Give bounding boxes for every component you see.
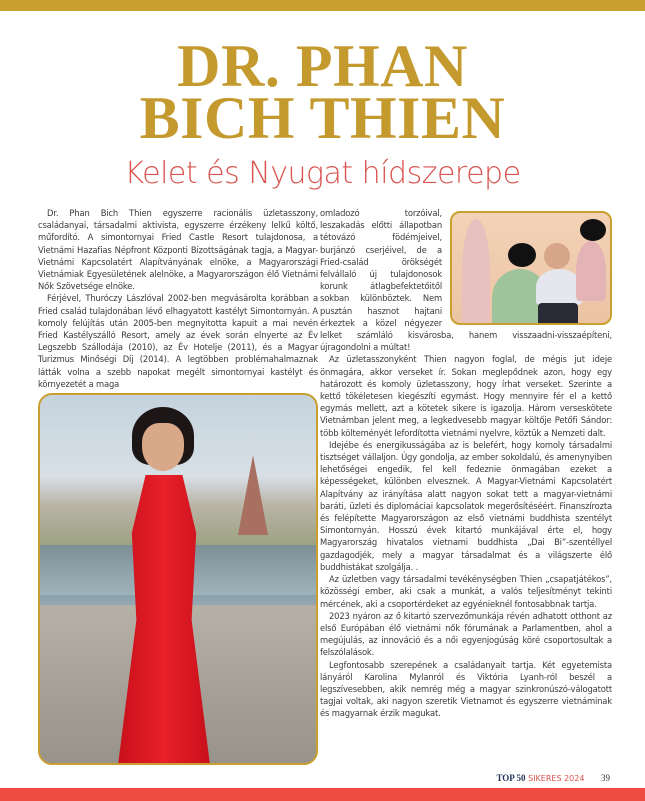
footer-brand: TOP 50: [496, 773, 526, 783]
family-photo: [450, 211, 612, 325]
left-column: [38, 207, 318, 390]
page-footer: [496, 773, 610, 784]
subtitle: Kelet és Nyugat hídszerepe: [124, 156, 521, 191]
page-number: 39: [601, 773, 610, 783]
paragraph: Az üzletben vagy társadalmi tevékénységben Thien „csapatjátékos”, közösségi ember, aki csak a munkát, a valós teljesítményt tekinti mércének, aki a csoportérdeket az egyénieknél fontosabbnak tartja.: [320, 574, 612, 609]
portrait-photo: [38, 393, 318, 765]
top-gold-bar: [0, 0, 645, 11]
right-column: [320, 207, 612, 720]
bottom-red-bar: [0, 788, 645, 801]
title-line-2: BICH THIEN: [139, 85, 506, 151]
paragraph: Idejébe és energikusságába az is belefért, hogy komoly társadalmi tisztséget vállaljon. Úgy gondolja, az ember sokoldalú, és amenynyiben lehetőségei engedik, fel kell fedeznie önmagában ezeket a képességeket, különben elvesznek. A Magyar-Vietnámi Kapcsolatért Alapítvány az irányítása alatt nagyon sokat tett a magyar-vietnámi baráti, üzleti és diplomáciai kapcsolatok megerősítéséért. Finanszírozta és felépítette Magyarországon az első vietnámi buddhista szentélyt Simontornyán. Hosszú évek kitartó munkájával érte el, hogy Magyarország hivatalos vietnami buddhista „Dai Bi”-szentéllyel gazdagodjék, mely a magyar társadalmat és a világszerte élő buddhistákat szolgálja. .: [320, 439, 612, 572]
footer-brand-sub: SIKERES 2024: [528, 774, 585, 783]
paragraph: Az üzletasszonyként Thien nagyon foglal, de mégis jut ideje önmagára, akkor verseket ír. Sokan meglepődnek azon, hogy egy határozott és komoly üzletasszony, hogy írhat verseket. Szerinte a kettő tökéletesen kiegészíti egymást. Hogy mennyire fér el a kettő egymás mellett, azt a kötetek sikere is igazolja. Három verseskötete Vietnámban jelent meg, a legkedvesebb magyar költője Petőfi Sándor: több költeményét lefordította vietnámi nyelvre, köztük a Nemzeti dalt.: [320, 354, 612, 438]
paragraph: 2023 nyáron az ő kitartó szervezőmunkája révén adhatott otthont az első Európában élő vietnámi nők fórumának a Parlamentben, ahol a megújulás, az innováció és a női egyenjogúság köré csoportosultak a felszólalások.: [320, 610, 612, 658]
title-line-1: DR. PHAN: [177, 33, 468, 99]
paragraph: Dr. Phan Bich Thien egyszerre racionális üzletasszony, családanyai, társadalmi aktivista, egyszerre érzékeny lelkű költő, műfordító. A simontornyai Fried Castle Resort tulajdonosa, a Vietnámi Hazafias Népfront Központi Bizottságának tagja, a Magyar-Vietnámi Kapcsolatért Alapítványának elnöke, a Magyarországi Vietnámiak Egyesületének alelnöke, a Magyarországon élő Vietnámi Nők Szövetsége elnöke.: [38, 208, 318, 292]
paragraph: Férjével, Thuróczy Lászlóval 2002-ben megvásárolta korábban a Fried család tulajdonában lévő elhagyatott kastélyt Simontornyán. A komoly felújítás után 2005-ben megnyitotta kapuit a mai nevén Fried Kastélyszálló Resort, amely az évek során elnyerte az Év Legszebb Szállodája (2010), az Év Hotelje (2011), és a Magyar Turizmus Minőségi Díj (2014). A legtöbben problémahalmaznak látták volna a szebb napokat megélt simontornyai kastélyt és környezetét a maga: [38, 293, 318, 389]
paragraph: Legfontosabb szerepének a családanyait tartja. Két egyetemista lányáról Karolina Mylanról és Viktória Lyanh-ról beszél a legszívesebben, akik nemrég még a magyar szinkronúszó-válogatott tagjai voltak, aki nagyon szeretik Vietnamot és egyszerre vietnáminak és magyarnak érzik magukat.: [320, 659, 612, 719]
paragraph: omladozó torzóival, leszakadás előtti állapotban tétovázó födémjeivel, burjánzó cserjéivel, de a Fried-család örökségét felvállaló új tulajdonosok korunk átlagbefektetőitől sokban különböztek. Nem pusztán hasznot hajtani érkeztek a közel négyezer lelket számláló kisvárosba, hanem visszaadni-visszaépíteni, újragondolni a múltat!: [320, 208, 612, 353]
